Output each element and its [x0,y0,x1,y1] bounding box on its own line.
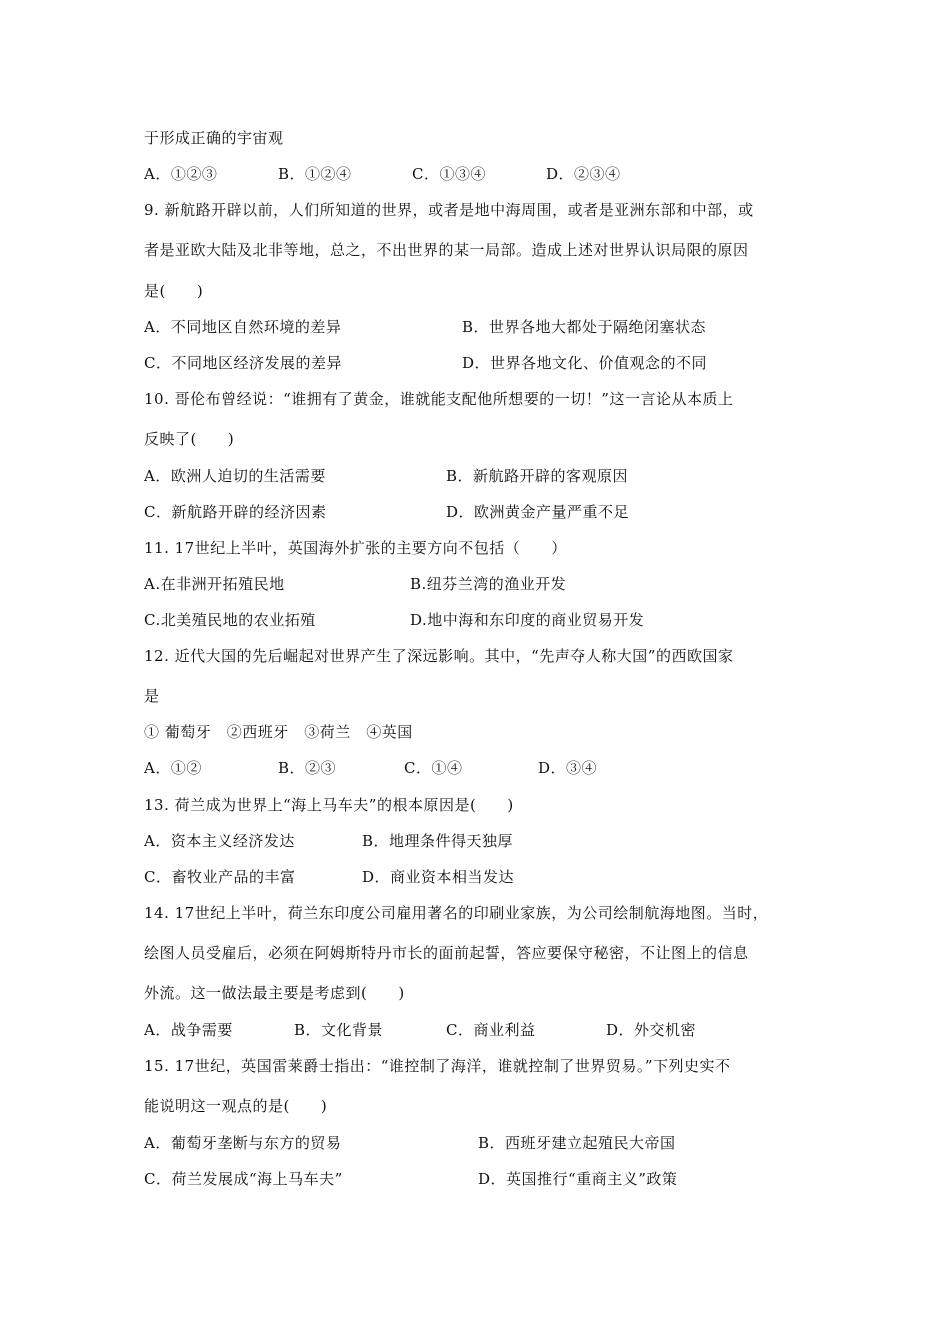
question-13-option-d: D．商业资本相当发达 [362,868,515,886]
question-8-stem-tail: 于形成正确的宇宙观 [144,129,284,147]
question-15-stem-line-2: 能说明这一观点的是( ) [144,1097,328,1115]
question-15-stem-line-1: 15. 17世纪，英国雷莱爵士指出：“谁控制了海洋，谁就控制了世界贸易。”下列史实不 [144,1057,731,1075]
question-9-option-b: B．世界各地大都处于隔绝闭塞状态 [462,318,707,336]
question-14-stem-line-3: 外流。这一做法最主要是考虑到( ) [144,984,405,1002]
question-14-option-a: A．战争需要 [144,1021,233,1039]
question-11-option-d: D.地中海和东印度的商业贸易开发 [410,611,645,629]
question-8-option-c: C．①③④ [412,165,486,183]
question-11-stem: 11. 17世纪上半叶，英国海外扩张的主要方向不包括（ ） [144,539,567,557]
question-15-option-a: A．葡萄牙垄断与东方的贸易 [144,1134,342,1152]
question-15-option-c: C．荷兰发展成“海上马车夫” [144,1170,343,1188]
question-9-option-d: D．世界各地文化、价值观念的不同 [462,354,708,372]
question-11-option-a: A.在非洲开拓殖民地 [144,575,285,593]
question-11-option-b: B.纽芬兰湾的渔业开发 [410,575,567,593]
question-9-stem-line-2: 者是亚欧大陆及北非等地，总之，不出世界的某一局部。造成上述对世界认识局限的原因 [144,241,749,259]
question-12-option-b: B．②③ [278,759,337,777]
question-8-option-d: D．②③④ [546,165,621,183]
question-10-option-c: C．新航路开辟的经济因素 [144,503,327,521]
question-10-option-d: D．欧洲黄金产量严重不足 [446,503,630,521]
question-12-stem-line-2: 是 [144,687,160,705]
question-14-stem-line-2: 绘图人员受雇后，必须在阿姆斯特丹市长的面前起誓，答应要保守秘密，不让图上的信息 [144,944,749,962]
question-14-option-c: C．商业利益 [446,1021,536,1039]
question-14-stem-line-1: 14. 17世纪上半叶，荷兰东印度公司雇用著名的印刷业家族，为公司绘制航海地图。当时， [144,904,769,922]
question-9-option-c: C．不同地区经济发展的差异 [144,354,342,372]
question-12-stem-line-3: ① 葡萄牙 ②西班牙 ③荷兰 ④英国 [144,723,413,741]
question-12-option-c: C．①④ [404,759,463,777]
question-14-option-d: D．外交机密 [606,1021,697,1039]
question-11-option-c: C.北美殖民地的农业拓殖 [144,611,316,629]
question-9-stem-line-1: 9. 新航路开辟以前，人们所知道的世界，或者是地中海周围，或者是亚洲东部和中部，或 [144,201,754,219]
question-12-option-a: A．①② [144,759,202,777]
question-14-option-b: B．文化背景 [294,1021,384,1039]
question-13-option-b: B．地理条件得天独厚 [362,832,514,850]
question-15-option-b: B．西班牙建立起殖民大帝国 [478,1134,676,1152]
question-13-option-c: C．畜牧业产品的丰富 [144,868,296,886]
question-8-option-b: B．①②④ [278,165,352,183]
question-10-option-a: A．欧洲人迫切的生活需要 [144,467,326,485]
question-8-option-a: A．①②③ [144,165,218,183]
question-10-stem-line-2: 反映了( ) [144,430,235,448]
question-9-stem-line-3: 是( ) [144,282,204,300]
question-9-option-a: A．不同地区自然环境的差异 [144,318,342,336]
question-12-option-d: D．③④ [538,759,598,777]
question-13-option-a: A．资本主义经济发达 [144,832,295,850]
question-12-stem-line-1: 12. 近代大国的先后崛起对世界产生了深远影响。其中，“先声夺人称大国”的西欧国家 [144,647,734,665]
question-15-option-d: D．英国推行“重商主义”政策 [478,1170,678,1188]
question-13-stem: 13. 荷兰成为世界上“海上马车夫”的根本原因是( ) [144,796,514,814]
question-10-stem-line-1: 10. 哥伦布曾经说：“谁拥有了黄金，谁就能支配他所想要的一切！”这一言论从本质上 [144,390,734,408]
question-10-option-b: B．新航路开辟的客观原因 [446,467,629,485]
